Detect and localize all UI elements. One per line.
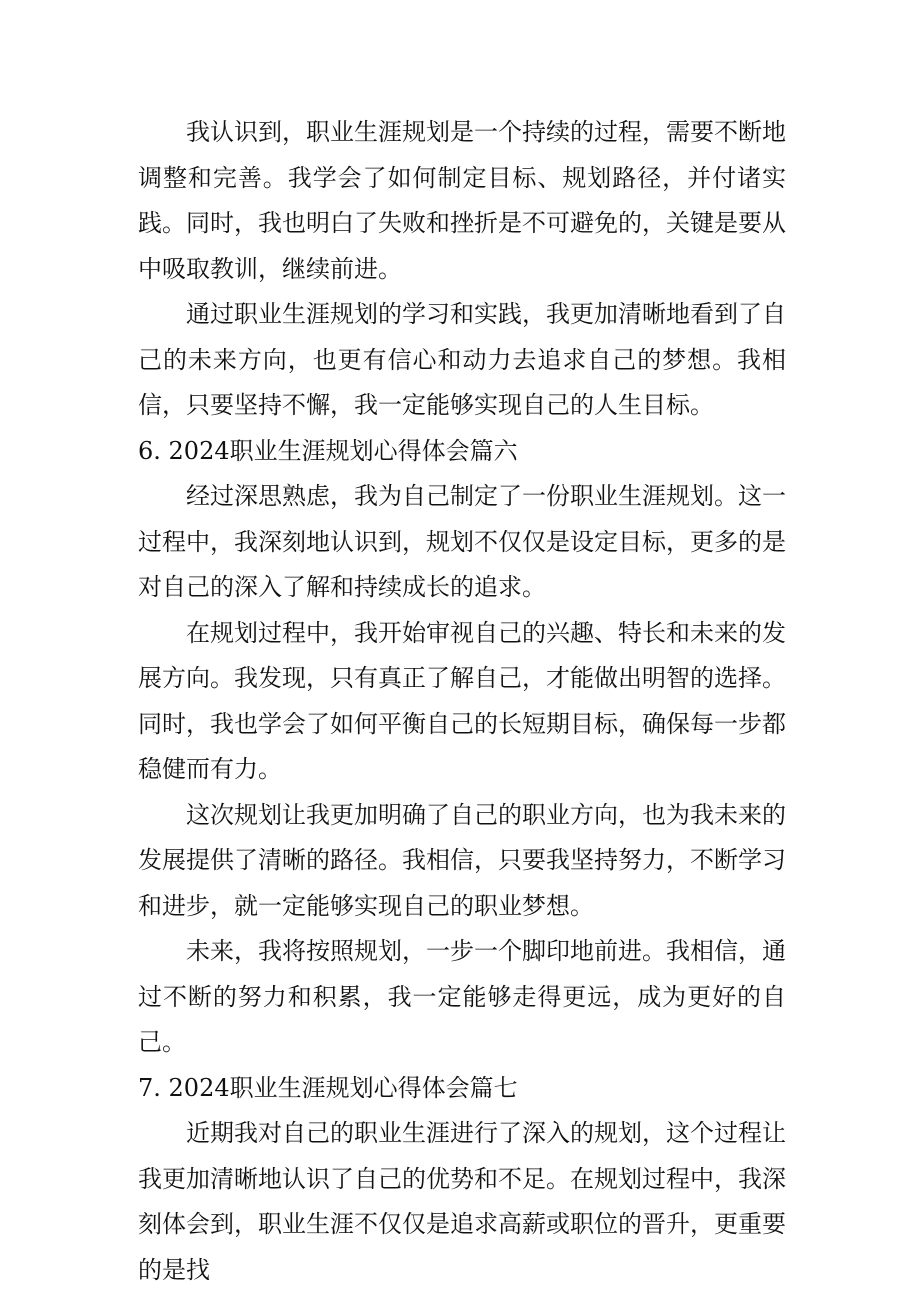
section-heading: 7. 2024职业生涯规划心得体会篇七 <box>138 1073 518 1102</box>
paragraph: 在规划过程中，我开始审视自己的兴趣、特长和未来的发展方向。我发现，只有真正了解自己，才能做出明智的选择。同时，我也学会了如何平衡自己的长短期目标，确保每一步都稳健而有力。 <box>138 618 786 783</box>
paragraph: 通过职业生涯规划的学习和实践，我更加清晰地看到了自己的未来方向，也更有信心和动力去追求自己的梦想。我相信，只要坚持不懈，我一定能够实现自己的人生目标。 <box>138 300 786 419</box>
section-heading: 6. 2024职业生涯规划心得体会篇六 <box>138 436 518 465</box>
paragraph: 这次规划让我更加明确了自己的职业方向，也为我未来的发展提供了清晰的路径。我相信，只要我坚持努力，不断学习和进步，就一定能够实现自己的职业梦想。 <box>138 800 786 920</box>
paragraph: 未来，我将按照规划，一步一个脚印地前进。我相信，通过不断的努力和积累，我一定能够走得更远，成为更好的自己。 <box>138 937 786 1056</box>
paragraph: 经过深思熟虑，我为自己制定了一份职业生涯规划。这一过程中，我深刻地认识到，规划不仅仅是设定目标，更多的是对自己的深入了解和持续成长的追求。 <box>138 482 786 601</box>
paragraph: 我认识到，职业生涯规划是一个持续的过程，需要不断地调整和完善。我学会了如何制定目标、规划路径，并付诸实践。同时，我也明白了失败和挫折是不可避免的，关键是要从中吸取教训，继续前进。 <box>138 118 786 283</box>
paragraph: 近期我对自己的职业生涯进行了深入的规划，这个过程让我更加清晰地认识了自己的优势和不足。在规划过程中，我深刻体会到，职业生涯不仅仅是追求高薪或职位的晋升，更重要的是找 <box>138 1119 786 1284</box>
document-page <box>138 110 786 1293</box>
